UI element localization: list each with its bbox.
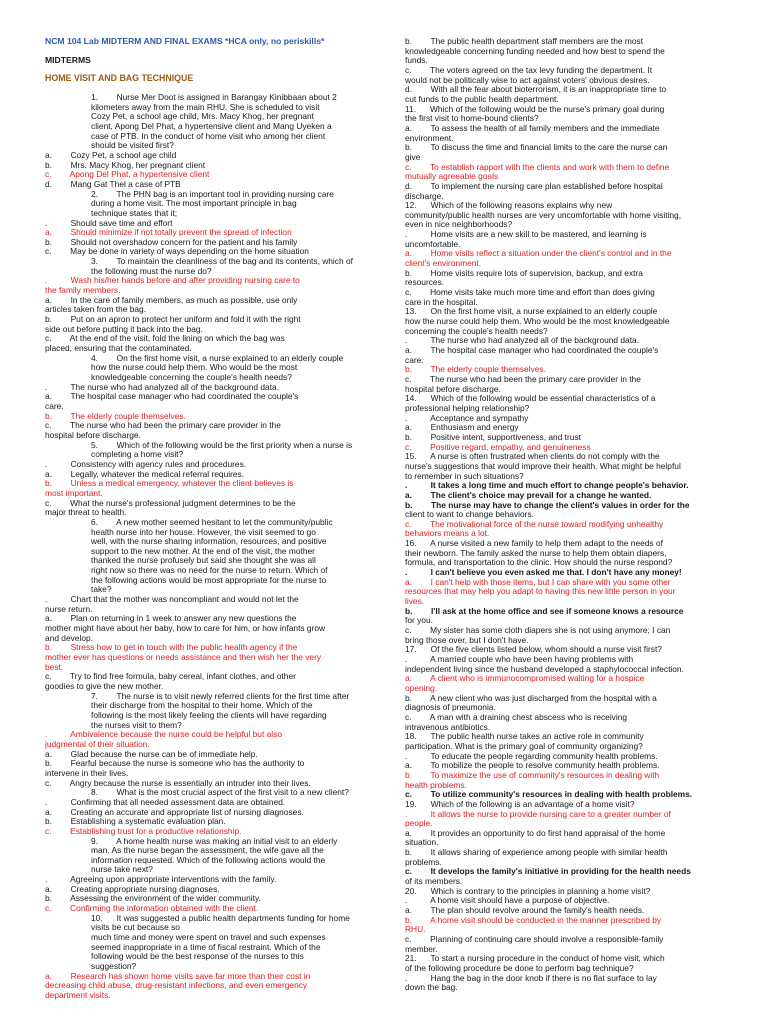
text-line: 10. It was suggested a public health departments funding for home [91,912,350,923]
text-line: 11. Which of the following would be the nurse's primary goal during [405,103,665,114]
text-line: b. Home visits require lots of supervision, backup, and extra [405,267,643,278]
text-line: cut funds to the public health department. [405,93,559,104]
text-line: situation. [405,837,439,848]
text-line: b. Should not overshadow concern for the patient and his family [45,236,298,247]
text-line: participation. What is the primary goal of community organizing? [405,740,643,751]
text-line: 7. The nurse is to visit newly referred clients for the first time after [91,690,350,701]
text-line: the first visit to home-bound clients? [405,113,539,124]
text-line: c. My sister has some cloth diapers she is not using anymore; I can [405,625,671,636]
text-line: hospital before discharge. [405,383,501,394]
text-line: behaviors means a lot. [405,528,490,539]
text-line: for you. [405,615,433,626]
text-line: client, Apong Del Phat, a hypertensive client and Mang Uyeken a [91,120,332,131]
right-column [405,37,720,993]
text-line: 12. Which of the following reasons explains why new [405,200,613,211]
text-line: during a home visit. The most important principle in bag [91,198,297,209]
text-line: b. Positive intent, supportiveness, and trust [405,431,581,442]
text-line: . Chart that the mother was noncompliant and would not let the [45,594,299,605]
text-line: completing a home visit? [91,449,184,460]
text-line: nurse's suggestions that would improve their health. What might be helpful [405,460,681,471]
text-line: environment. [405,132,454,143]
text-line: . The nurse who had analyzed all of the background data. [405,335,640,346]
text-line: a. Creating appropriate nursing diagnoses. [45,883,220,894]
text-line: major threat to health. [45,507,127,518]
text-line: c. What the nurse's professional judgment determines to be the [45,497,296,508]
text-line: a. To mobilize the people to resolve community health problems. [405,760,660,771]
text-line: department visits. [45,990,111,1000]
text-line: c. Apong Del Phat, a hypertensive client [45,169,210,180]
text-line: c. Try to find free formula, baby cereal, infant clothes, and other [45,671,296,682]
text-line: c. Confirming the information obtained with the client. [45,903,259,914]
text-line: a. In the care of family members, as much as possible, use only [45,294,298,305]
text-line: client's environment. [405,258,482,269]
text-line: the following must the nurse do? [91,265,212,276]
text-line: their newborn. The family asked the nurse to help them obtain diapers, [405,547,667,558]
text-line: c. The motivational force of the nurse toward modifying unhealthy [405,518,664,529]
text-line: a. Legally, whatever the medical referral requires. [45,468,245,479]
text-line: 6. A new mother seemed hesitant to let the community/public [91,516,333,527]
text-line: care. [405,354,424,365]
text-line: a. The hospital case manager who had coordinated the couple's [45,391,299,402]
text-line: judgmental of their situation. [45,738,150,749]
text-line: health problems. [405,779,467,790]
text-line: seemed inappropriate in a time of fiscal restraint. Which of the [91,941,321,952]
text-line: c. Positive regard, empathy, and genuineness [405,441,591,452]
text-line: 20. Which is contrary to the principles in planning a home visit? [405,885,651,896]
text-line: c. The voters agreed on the tax levy funding the department. It [405,64,653,75]
text-line: placed, ensuring that the contaminated. [45,343,192,354]
text-line: . Ambivalence because the nurse could be helpful but also [45,729,282,740]
text-line: people. [405,818,433,829]
text-line: b. The public health department staff members are the most [405,36,644,46]
text-line: visits be cut because so [91,922,180,933]
text-line: b. Unless a medical emergency, whatever the client believes is [45,478,294,489]
text-line: knowledgeable concerning funding needed and how best to spend the [405,45,665,56]
text-line: . Confirming that all needed assessment data are obtained. [45,796,286,807]
text-line: d. To implement the nursing care plan established before hospital [405,180,663,191]
text-line: . The nurse who had analyzed all of the background data. [45,381,280,392]
text-line: bring those over, but I don't have. [405,634,529,645]
text-line: b. To discuss the time and financial limits to the care the nurse can [405,142,668,153]
text-line: support to the new mother. At the end of the visit, the mother [91,545,315,556]
left-column [45,37,357,1001]
text-line: independent living since the husband developed a staphylococcal infection. [405,663,684,674]
text-line: c. To utilize community's resources in dealing with health problems. [405,789,693,800]
text-line: health nurse into her house. However, the visit seemed to go [91,526,316,537]
text-line: 2. The PHN bag is an important tool in providing nursing care [91,188,334,199]
text-line: b. Assessing the environment of the wider community. [45,893,261,904]
text-line: case of PTB. In the conduct of home visit who among her client [91,130,326,141]
text-line: resources that may help you adapt to having this new little person in your [405,586,676,597]
text-line: c. The nurse who had been the primary care provider in the [405,373,641,384]
text-line: . It allows the nurse to provide nursing care to a greater number of [405,808,671,819]
text-line: a. Enthusiasm and energy [405,422,519,433]
text-line: much time and money were spent on travel and such expenses [91,932,326,943]
text-line: would not be politically wise to act against voters' obvious desires. [405,74,650,85]
text-line: . Should save time and effort [45,217,173,228]
text-line: technique states that it; [91,207,178,218]
text-line: 9. A home health nurse was making an initial visit to an elderly [91,835,338,846]
text-line: 19. Which of the following is an advantage of a home visit? [405,798,635,809]
text-line: decreasing child abuse, drug-resistant infections, and even emergency [45,980,308,991]
text-line: . A home visit should have a purpose of objective. [405,895,610,906]
text-line: 17. Of the five clients listed below, whom should a nurse visit first? [405,644,662,655]
text-line: a. Should minimize if not totally prevent the spread of infection [45,227,292,238]
text-line: b. A home visit should be conducted in the manner prescribed by [405,914,662,925]
text-line: a. The plan should revolve around the family's health needs. [405,905,645,916]
text-line: a. Creating an accurate and appropriate list of nursing diagnoses. [45,806,304,817]
text-line: care in the hospital. [405,296,478,307]
text-line: opening. [405,682,438,693]
text-line: well, with the nurse sharing information, resources, and positive [91,536,327,547]
text-line: thanked the nurse profusely but said she thought she was all [91,555,316,566]
left-body [45,93,357,1001]
text-line: b. Put on an apron to protect her uniform and fold it with the right [45,314,301,325]
text-line: mother might have about her baby, how to care for him, or how infants grow [45,623,326,634]
text-line: right now so there was no need for the nurse to return. Which of [91,565,328,576]
text-line: how the nurse could help them. Who would be the most knowledgeable [405,316,670,327]
text-line: mother ever has questions or needs assistance and then wish her the very [45,652,322,663]
text-line: c. Angry because the nurse is essentially an intruder into their lives. [45,777,311,788]
text-line: most important. [45,487,103,498]
text-line: give [405,151,421,162]
section-heading: HOME VISIT AND BAG TECHNIQUE [45,73,194,84]
text-line: 15. A nurse is often frustrated when clients do not comply with the [405,451,660,462]
text-line: c. It develops the family's initiative in providing for the health needs [405,866,691,877]
text-line: lives. [405,596,425,607]
text-line: c. To establish rapport with the clients and work with them to define [405,161,670,172]
text-line: c. The nurse who had been the primary care provider in the [45,420,281,431]
text-line: resources. [405,277,445,288]
text-line: . Hang the bag in the door knob if there is no flat surface to lay [405,972,657,983]
text-line: professional helping relationship? [405,402,530,413]
text-line: a. Research has shown home visits save far more than their cost in [45,970,311,981]
text-line: a. The client's choice may prevail for a change he wanted. [405,489,652,500]
text-line: of the following procedure be done to perform bag technique? [405,963,634,973]
text-line: how the nurse could help them. Who would be the most [91,362,298,373]
text-line: side out before putting it back into the bag. [45,323,203,334]
text-line: . I can't believe you even asked me that. I don't have any money! [405,567,682,578]
text-line: hospital before discharge. [45,429,141,440]
text-line: a. The hospital case manager who had coordinated the couple's [405,345,659,355]
text-line: their discharge from the hospital to their home. Which of the [91,700,313,711]
text-line: b. To maximize the use of community's resources in dealing with [405,769,660,780]
text-line: following is the most likely feeling the clients will have regarding [91,709,327,720]
text-line: uncomfortable. [405,238,461,249]
text-line: care. [45,400,64,411]
text-line: and develop. [45,632,93,643]
text-line: a. Glad because the nurse can be of immediate help. [45,748,258,759]
text-line: 21. To start a nursing procedure in the conduct of home visit, which [405,953,665,964]
text-line: a. It provides an opportunity to do first hand appraisal of the home [405,827,666,838]
text-line: . Acceptance and sympathy [405,412,529,423]
text-line: 1. Nurse Mer Doot is assigned in Barangay Kinibbaan about 2 [91,91,337,102]
text-line: suggestion? [91,961,137,972]
text-line: 4. On the first home visit, a nurse explained to an elderly couple [91,352,344,363]
text-line: c. May be done in variety of ways depending on the home situation [45,246,309,257]
document-title: NCM 104 Lab MIDTERM AND FINAL EXAMS *HCA only, no periskills* [45,36,325,46]
text-line: best. [45,661,64,672]
text-line: a. Plan on returning in 1 week to answer any new questions the [45,613,297,624]
text-line: 5. Which of the following would be the first priority when a nurse is [91,439,353,450]
text-line: 18. The public health nurse takes an active role in community [405,731,644,742]
text-line: take? [91,584,112,595]
text-line: b. It allows sharing of experience among people with similar health [405,847,668,858]
text-line: concerning the couple's health needs? [405,325,548,336]
text-line: client to want to change behaviors. [405,509,534,520]
text-line: b. Fearful because the nurse is someone who has the authority to [45,758,305,769]
right-body [405,37,720,993]
text-line: b. The elderly couple themselves. [405,364,546,375]
text-line: b. Stress how to get in touch with the public health agency if the [45,642,298,653]
text-line: a. I can't help with those items, but I can share with you some other [405,576,671,587]
text-line: member. [405,943,438,954]
text-line: following would be the best response of the nurses to this [91,951,304,962]
text-line: of its members. [405,876,463,887]
text-line: intervene in their lives. [45,767,129,778]
text-line: c. Establishing trust for a productive relationship. [45,825,242,836]
text-line: down the bag. [405,982,458,993]
text-line: goodies to give the new mother. [45,681,164,691]
text-line: even in nice neighborhoods? [405,219,513,230]
text-line: should be visited first? [91,140,174,151]
text-line: . Wash his/her hands before and after providing nursing care to [45,275,300,286]
text-line: d. With all the fear about bioterrorism, it is an inappropriate time to [405,84,667,95]
text-line: nurse take next? [91,864,153,875]
text-line: mutually agreeable goals [405,171,499,182]
text-line: . Agreeing upon appropriate interventions with the family. [45,874,277,885]
text-line: diagnosis of pneumonia. [405,702,496,713]
midterms-heading: MIDTERMS [45,54,91,65]
text-line: b. Mrs. Macy Khog, her pregnant client [45,159,206,170]
text-line: a. A client who is immunocompromised waiting for a hospice [405,673,645,684]
text-line: 3. To maintain the cleanliness of the bag and its contents, which of [91,256,353,267]
text-line: the family members. [45,285,121,296]
text-line: a. To assess the health of all family members and the immediate [405,122,660,133]
text-line: c. At the end of the visit, fold the lining on which the bag was [45,333,285,344]
text-line: to remember in such situations? [405,470,524,481]
text-line: b. Establishing a systematic evaluation plan. [45,816,226,827]
text-line: d. Mang Gat Thel a case of PTB [45,178,181,189]
text-line: problems. [405,856,442,867]
text-line: 8. What is the most crucial aspect of the first visit to a new client? [91,787,349,798]
text-line: c. A man with a draining chest abscess who is receiving [405,711,628,722]
text-line: the nurses visit to them? [91,719,182,730]
text-line: . A married couple who have been having problems with [405,654,634,664]
text-line: b. A new client who was just discharged from the hospital with a [405,692,657,703]
text-line: kilometers away from the main RHU. She is scheduled to visit [91,101,320,112]
text-line: community/public health nurses are very uncomfortable with home visiting, [405,209,682,220]
text-line: c. Home visits take much more time and effort than does giving [405,287,655,298]
text-line: . It takes a long time and much effort to change people's behavior. [405,480,689,491]
text-line: man. As the nurse began the assessment, the wife gave all the [91,845,324,856]
text-line: formula, and transportation to the clinic. How should the nurse respond? [405,557,673,568]
text-line: . Home visits are a new skill to be mastered, and learning is [405,229,647,240]
text-line: 14. Which of the following would be essential characteristics of a [405,393,656,404]
text-line: intravenous antibiotics. [405,721,491,732]
text-line: funds. [405,55,428,66]
text-line: 13. On the first home visit, a nurse explained to an elderly couple [405,306,658,317]
text-line: 16. A nurse visited a new family to help them adapt to the needs of [405,538,663,549]
text-line: RHU. [405,924,426,935]
text-line: b. I'll ask at the home office and see if someone knows a resource [405,605,684,616]
text-line: b. The nurse may have to change the client's values in order for the [405,499,690,510]
text-line: Cozy Pet, a school age child, Mrs. Macy Khog, her pregnant [91,111,314,122]
text-line: discharge. [405,190,444,201]
text-line: knowledgeable concerning the couple's health needs? [91,372,292,382]
text-line: . Consistency with agency rules and procedures. [45,458,247,469]
text-line: c. Planning of continuing care should involve a responsible-family [405,934,664,945]
text-line: nurse return. [45,603,93,614]
text-line: a. Home visits reflect a situation under the client's control and in the [405,248,672,259]
text-line: b. The elderly couple themselves. [45,410,186,421]
text-line: information requested. Which of the following actions would the [91,854,326,865]
text-line: the following actions would be most appropriate for the nurse to [91,574,327,585]
text-line: articles taken from the bag. [45,304,147,315]
text-line: . To educate the people regarding community health problems. [405,750,658,761]
text-line: a. Cozy Pet, a school age child [45,149,177,160]
